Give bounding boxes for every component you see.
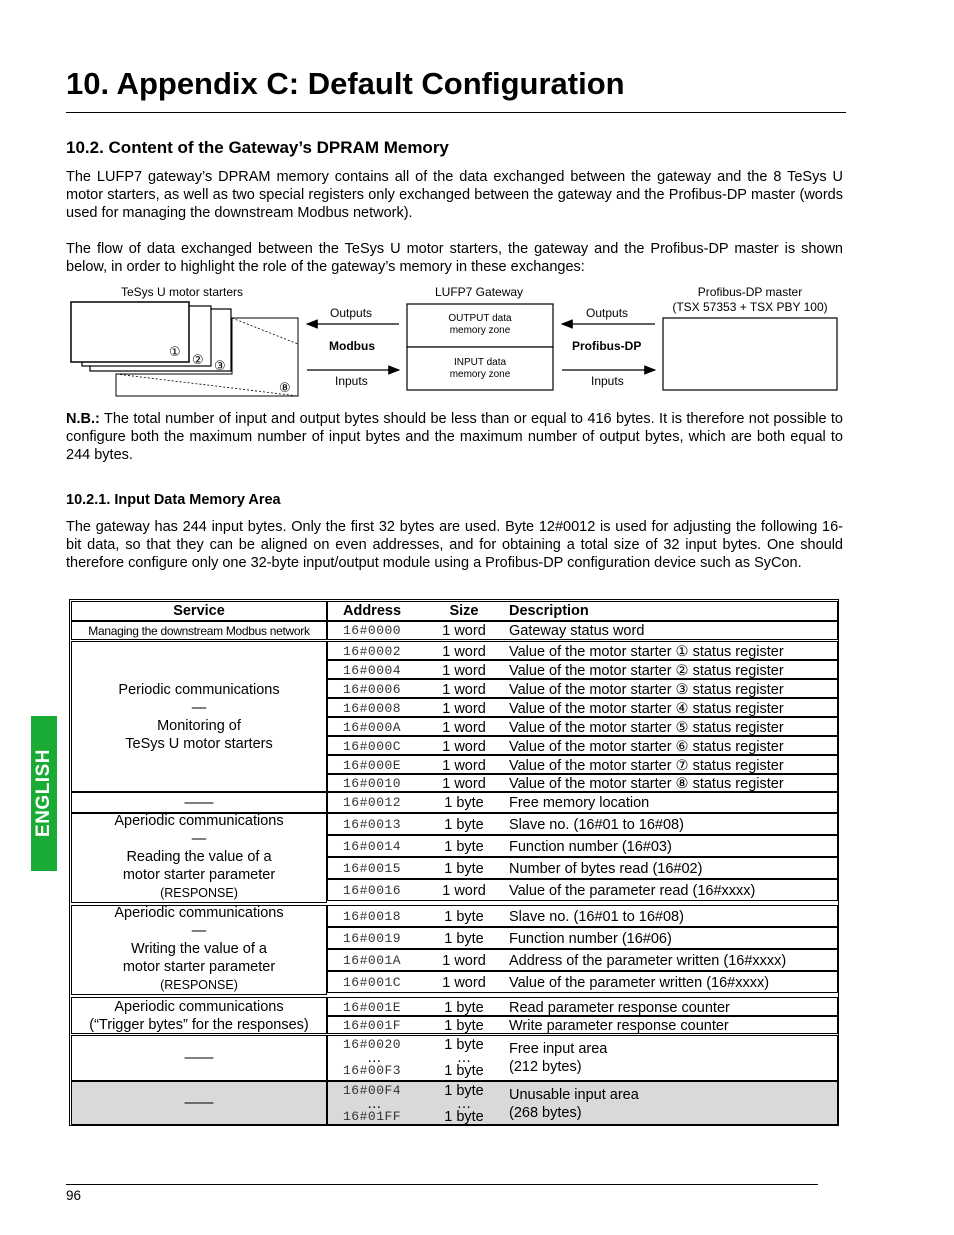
modbus-service: Managing the downstream Modbus network [88,624,310,638]
write-address-4: 16#001C [343,975,402,990]
read-description-1: Slave no. (16#01 to 16#08) [509,817,684,833]
periodic-address-2: 16#0004 [343,662,402,678]
read-address-4: 16#0016 [343,883,402,898]
write-description-4: Value of the parameter written (16#xxxx) [509,975,770,991]
free-area-address-end: 16#00F3 [343,1063,402,1078]
master-model-label: (TSX 57353 + TSX PBY 100) [672,300,828,314]
free-area-service: —— [184,1050,214,1066]
write-address-1: 16#0018 [343,909,402,924]
intro-paragraph: The LUFP7 gateway’s DPRAM memory contains all of the data exchanged between the gateway and the 8 TeSys U motor starters, as well as two special registers only exchanged between the gateway and the Profibus-DP master (words used for managing the downstream Modbus network). [66,169,843,221]
periodic-address-1: 16#0002 [343,643,402,659]
write-description-1: Slave no. (16#01 to 16#08) [509,909,684,925]
flow-paragraph: The flow of data exchanged between the TeSys U motor starters, the gateway and the Profibus-DP master is shown below, in order to highlight the role of the gateway’s memory in these exchanges: [66,241,843,275]
footer-rule [66,1184,818,1185]
page-title: 10. Appendix C: Default Configuration [66,66,625,101]
write-description-2: Function number (16#06) [509,931,672,947]
free-location-service: —— [184,795,214,811]
subsection-heading: 10.2.1. Input Data Memory Area [66,492,281,508]
modbus-label: Modbus [329,339,375,353]
data-flow-diagram [66,282,846,402]
modbus-description: Gateway status word [509,623,645,639]
periodic-description-1: Value of the motor starter ① status register [509,643,784,660]
inputs-right-label: Inputs [591,374,624,388]
write-address-3: 16#001A [343,953,402,968]
header-service: Service [173,603,225,619]
periodic-address-8: 16#0010 [343,776,402,791]
unusable-address-end: 16#01FF [343,1109,402,1124]
header-address: Address [343,603,402,619]
free-location-address: 16#0012 [343,795,402,810]
periodic-description-4: Value of the motor starter ④ status register [509,700,784,717]
periodic-service-cell [71,641,327,792]
periodic-service-line-3: Monitoring of [157,717,241,734]
unusable-address-start: 16#00F4 [343,1083,402,1098]
trigger-address-1: 16#001E [343,999,402,1015]
periodic-description-6: Value of the motor starter ⑥ status register [509,738,784,755]
read-description-3: Number of bytes read (16#02) [509,861,703,877]
free-area-address-dots: … [367,1050,382,1066]
unusable-size-end: 1 byte [444,1109,484,1125]
outputs-left-label: Outputs [330,306,373,320]
read-service-line-3: Reading the value of a [126,848,272,865]
page-number: 96 [66,1188,82,1203]
starter-number-8: ⑧ [279,380,291,395]
trigger-service-line-1: Aperiodic communications [114,998,284,1015]
modbus-address: 16#0000 [343,623,402,638]
write-service-line-3: Writing the value of a [131,940,267,957]
nb-paragraph [66,410,843,464]
periodic-address-7: 16#000E [343,757,402,773]
write-service-line-1: Aperiodic communications [114,904,284,921]
nb-text: The total number of input and output bytes should be less than or equal to 416 bytes. It is therefore not possible to configure both the maximum number of input bytes and the maximum number of output bytes, which are both equal to 244 bytes. [66,411,843,463]
input-area-paragraph: The gateway has 244 input bytes. Only the first 32 bytes are used. Byte 12#0012 is used for adjusting the following 16-bit data, so that they can be aligned on even addresses, and for obtaining a total size of 32 input bytes. One should therefore configure only one 32-byte input/output module using a Profibus-DP configuration device such as SyCon. [66,519,843,571]
read-size-2: 1 byte [444,839,484,855]
free-location-description: Free memory location [509,795,650,811]
write-size-1: 1 byte [444,909,484,925]
periodic-address-5: 16#000A [343,719,402,735]
read-service-line-2: — [191,830,207,847]
trigger-service-line-2: (“Trigger bytes” for the responses) [89,1016,309,1033]
output-zone-label [407,313,553,337]
read-size-3: 1 byte [444,861,484,877]
motor-starters-label: TeSys U motor starters [121,285,244,299]
unusable-description: Unusable input area [509,1087,639,1103]
periodic-size-7: 1 word [442,757,486,774]
periodic-size-3: 1 word [442,681,486,698]
input-zone-line1: INPUT data [453,357,507,368]
output-zone-line1: OUTPUT data [448,313,512,324]
write-service-line-2: — [191,922,207,939]
periodic-size-4: 1 word [442,700,486,717]
write-address-2: 16#0019 [343,931,402,946]
inputs-left-label: Inputs [335,374,368,388]
section-heading: 10.2. Content of the Gateway’s DPRAM Memory [66,138,449,157]
read-description-4: Value of the parameter read (16#xxxx) [509,883,756,899]
trigger-description-2: Write parameter response counter [509,1018,729,1034]
periodic-description-7: Value of the motor starter ⑦ status register [509,757,784,774]
trigger-size-2: 1 byte [444,1018,484,1034]
periodic-description-5: Value of the motor starter ⑤ status register [509,719,784,736]
free-location-size: 1 byte [444,795,484,811]
outputs-right-label: Outputs [586,306,629,320]
language-tab-label: ENGLISH [33,749,54,837]
read-size-1: 1 byte [444,817,484,833]
input-zone-label [407,357,553,381]
read-service-line-5: (RESPONSE) [160,885,238,900]
read-size-4: 1 word [442,883,486,899]
periodic-size-6: 1 word [442,738,486,755]
language-tab [31,716,57,871]
free-area-size-start: 1 byte [444,1037,484,1053]
write-size-4: 1 word [442,975,486,991]
write-size-2: 1 byte [444,931,484,947]
profibus-label: Profibus-DP [572,339,642,353]
periodic-description-8: Value of the motor starter ⑧ status register [509,776,784,792]
trigger-address-2: 16#001F [343,1018,402,1033]
write-size-3: 1 word [442,953,486,969]
unusable-size-dots: … [456,1096,472,1112]
write-service-line-5: (RESPONSE) [160,977,238,992]
unusable-service: —— [184,1095,214,1111]
periodic-size-5: 1 word [442,719,486,736]
free-area-size-end: 1 byte [444,1063,484,1079]
master-box [663,318,837,390]
free-area-bytes: (212 bytes) [509,1059,582,1075]
periodic-size-1: 1 word [442,643,486,660]
read-description-2: Function number (16#03) [509,839,672,855]
free-area-size-dots: … [456,1050,472,1066]
master-label: Profibus-DP master [697,285,803,299]
modbus-size: 1 word [442,623,486,639]
read-address-2: 16#0014 [343,839,402,854]
starter-number-2: ② [192,352,204,367]
periodic-service-line-1: Periodic communications [118,681,280,698]
periodic-description-3: Value of the motor starter ③ status register [509,681,784,698]
starter-number-3: ③ [214,358,226,373]
write-description-3: Address of the parameter written (16#xxxx) [509,953,787,969]
header-size: Size [449,603,479,619]
periodic-service-line-4: TeSys U motor starters [125,735,273,752]
trigger-size-1: 1 byte [444,999,484,1016]
periodic-address-3: 16#0006 [343,681,402,697]
nb-label: N.B.: [66,411,100,427]
unusable-address-dots: … [367,1096,382,1112]
starter-number-1: ① [169,344,181,359]
read-service-line-4: motor starter parameter [122,866,276,883]
free-area-description: Free input area [509,1041,608,1057]
gateway-label: LUFP7 Gateway [435,285,524,299]
input-zone-line2: memory zone [449,369,511,380]
periodic-size-8: 1 word [442,776,486,792]
write-service-line-4: motor starter parameter [122,958,276,975]
periodic-address-6: 16#000C [343,738,402,754]
read-service-line-1: Aperiodic communications [114,812,284,829]
unusable-size-start: 1 byte [444,1083,484,1099]
periodic-service-line-2: — [191,699,207,716]
output-zone-line2: memory zone [449,325,511,336]
periodic-description-2: Value of the motor starter ② status register [509,662,784,679]
free-area-address-start: 16#0020 [343,1037,402,1052]
read-address-3: 16#0015 [343,861,402,876]
unusable-bytes: (268 bytes) [509,1105,582,1121]
title-rule [66,112,846,113]
periodic-size-2: 1 word [442,662,486,679]
header-description: Description [509,603,589,619]
periodic-address-4: 16#0008 [343,700,402,716]
trigger-description-1: Read parameter response counter [509,999,730,1016]
read-address-1: 16#0013 [343,817,402,832]
